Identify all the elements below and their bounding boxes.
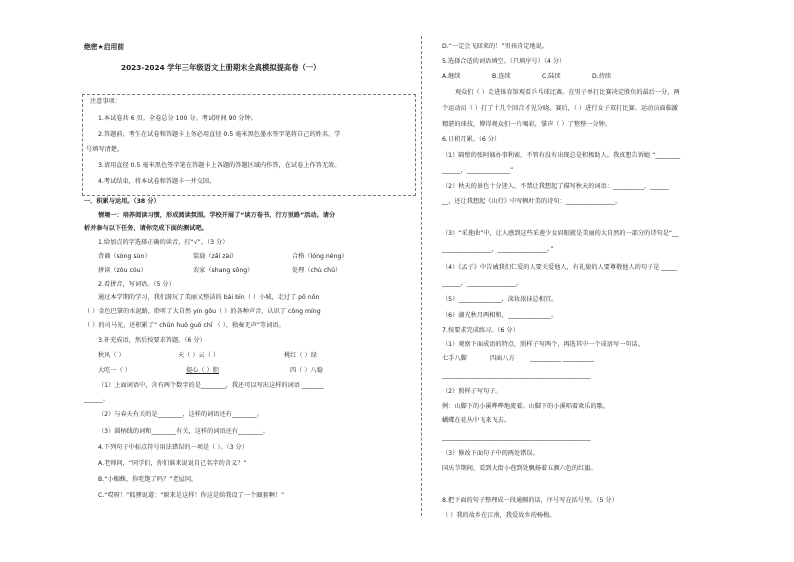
column-divider (421, 36, 422, 516)
q7-sub: （3）修改下面句子中的两处错误。 (442, 450, 539, 457)
q3-sub: （3）圆柄线的词和________有关，这样的词语还有________。 (98, 428, 269, 435)
q1-option: 农家（shang sōng） (193, 267, 254, 274)
q2-line: （ ）的司马光，还积累了“ chūn huō guō chī （ ）、独奏无声”等词语。 (84, 322, 285, 329)
q7-sub: （1）观察下面成语的特点，照样子写两个，再选其中一个成语写一句话。 (442, 341, 644, 348)
q2-line: （ ）金色巴掌的水泥路，聆听了大自然 yín gōu（ ）的各种声音，认识了 cōng míng (84, 308, 321, 315)
q5-option: D.持续 (592, 73, 612, 80)
section-heading: 一、积累与运用。（38 分） (84, 198, 160, 205)
question-2: 2.看拼音，写词语。（5 分） (98, 281, 175, 288)
q6-line: ______，________________。 (442, 280, 523, 287)
q6-line: （6）湖光秋月两相和，______________。 (442, 312, 558, 319)
top-secret-mark: 绝密★启用前 (84, 43, 125, 51)
q1-option: 合格（lóng néng） (292, 253, 348, 260)
idiom-blank: 秋风（ ） (98, 352, 125, 359)
question-3: 3.补充成语，然后按要求答题。（6 分） (98, 337, 206, 344)
q6-line: （5）______________，淡妆浓抹总相宜。 (442, 296, 558, 303)
q7-sub: （2）照样子写句子。 (442, 388, 502, 395)
q4-option: A.老师问，“同学们，你们谁来说说自己名字的含义？” (98, 460, 247, 467)
q3-sub: （1）上面词语中，含有两个数字的是________，我还可以写出这样的词语 _______ (98, 382, 324, 389)
q1-option: 装载（zǎi zài） (193, 253, 238, 260)
q1-option: 拼读（zòu cóu） (98, 267, 147, 274)
idiom-blank: 提心（ ）胆 (186, 367, 219, 374)
question-6: 6.日积月累。（6 分） (442, 136, 501, 143)
q6-line: （3）“采莲曲”中，让人感到这些采莲少女眉眼就是美丽的大自然的一部分的诗句是“__ (442, 230, 679, 237)
q5-line: 个运动员（ ）打了十几个回合才见分晓。赛后，（ ）进行女子双打比赛。运动员面临激 (442, 105, 678, 112)
q6-line: __，还让我想起《山行》中写枫叶美的诗句：________________。 (442, 198, 622, 205)
q3-sub: （2）与春天有关的是________，这样的词语还有________。 (98, 411, 263, 418)
notice-item: 3.请用直径 0.5 毫米黑色签字笔在答题卡上各题的答题区域内作答，在试卷上作答无效。 (98, 162, 341, 169)
q3-sub: ______。 (84, 396, 109, 403)
idiom-blank: 四（ ）八稳 (290, 367, 323, 374)
q5-line: 观众们（ ）走进体育馆观看乒乓球比赛。在男子单打比赛决定胜负的最后一分，两 (455, 89, 680, 96)
q6-line: ______，______________” (442, 167, 514, 174)
question-5: 5.选择合适的词语填空。（只填序号）（4 分） (442, 58, 566, 65)
notice-item: 1.本试卷共 6 页。全卷总分 100 分。考试时间 90 分钟。 (98, 115, 257, 122)
q8-item: （ ）我的故乡在江南，我爱故乡的杨梅。 (442, 512, 556, 519)
q6-line: （4）《孟子》中告诫我们仁爱的人要关爱他人，有礼貌的人要尊敬他人的句子是 _____ (442, 264, 677, 271)
question-1: 1.给加点的字选择正确的读音，打“√”。（3 分） (98, 239, 229, 246)
q5-line: 精湛的球技，博得观众们一片喝彩，掌声（ ）了整整一分钟。 (442, 121, 612, 128)
q5-option: B.连续 (492, 73, 511, 80)
idiom-example: 四面八方 (490, 355, 515, 362)
q6-line: ________________，________________。” (442, 246, 554, 253)
notice-heading: 注意事项： (90, 98, 121, 105)
notice-item: 4.考试结束，将本试卷和答题卡一并交回。 (98, 178, 216, 185)
q4-option: B.“小蜘蛛，你吃饱了吗？”老屋问。 (98, 476, 198, 483)
q7-sentence: 国庆节期间，看到大街小巷到处飘扬着五颜六色的红旗。 (442, 465, 597, 472)
q1-option: 背诵（sòng sùn） (98, 253, 151, 260)
idiom-example: 七手八脚 (442, 355, 467, 362)
notice-item: 2.答题前，考生在试卷和答题卡上务必用直径 0.5 毫米黑色墨水签字笔将自己的姓名、学 (98, 131, 341, 138)
notice-item: 号填写清楚。 (86, 146, 124, 153)
q2-line: 通过本学期的学习，我们游玩了美丽又整洁的 bái bīn（ ）小城，走过了 pō nōn (98, 294, 320, 301)
q4-option: D.“一定会飞回来的！”男孩肯定地说。 (442, 43, 548, 50)
q6-line: （1）隔壁的张阿姨办事利索，不管有没有出现总是积极助人。我真想告诉她 “________ (442, 152, 681, 159)
idiom-blank: 天（ ）云（ ） (178, 352, 220, 359)
q7-example: 例：山脚下的小溪哗哗地流着。山脚下的小溪唱着欢乐的歌。 (442, 403, 610, 410)
scenario-text: 析并参与以下任务，请你完成下面的测试吧。 (84, 225, 208, 232)
idiom-blank: 大吃一（ ） (98, 367, 131, 374)
answer-line[interactable]: ________________________________________________ (442, 372, 591, 379)
q1-option: 处理（chù chǔ） (292, 267, 342, 274)
answer-line[interactable]: ________________________________________________ (442, 434, 591, 441)
scenario-text: 情境一：培养阅读习惯，形成阅读氛围。学校开展了“读万卷书，行万里路”活动。请分 (98, 212, 336, 219)
q7-exercise: 蝴蝶在花丛中飞来飞去。 (442, 417, 511, 424)
q4-option: C.“哎呀！”狐狸说道：“原来是这样！你这是给我设了一个圈套啊！” (98, 492, 285, 499)
question-7: 7.按要求完成练习。（6 分） (442, 327, 519, 334)
question-4: 4.下列句子中标点符号用法错误的一项是（ ）。（3 分） (98, 444, 248, 451)
question-8: 8.把下面的句子整理成一段通顺的话，序号写在括号里。（5 分） (442, 497, 618, 504)
q5-option: C.陆续 (542, 73, 561, 80)
q6-line: （2）秋天的景色十分迷人，不禁让我想起了描写秋天的词语：__________，______ (442, 183, 669, 190)
answer-line[interactable]: __________ __________ (530, 355, 594, 362)
idiom-blank: 桃红（ ）绿 (284, 352, 317, 359)
q5-option: A.继续 (442, 73, 461, 80)
page-title: 2023-2024 学年三年级语文上册期末全真模拟提高卷（一） (121, 63, 321, 72)
